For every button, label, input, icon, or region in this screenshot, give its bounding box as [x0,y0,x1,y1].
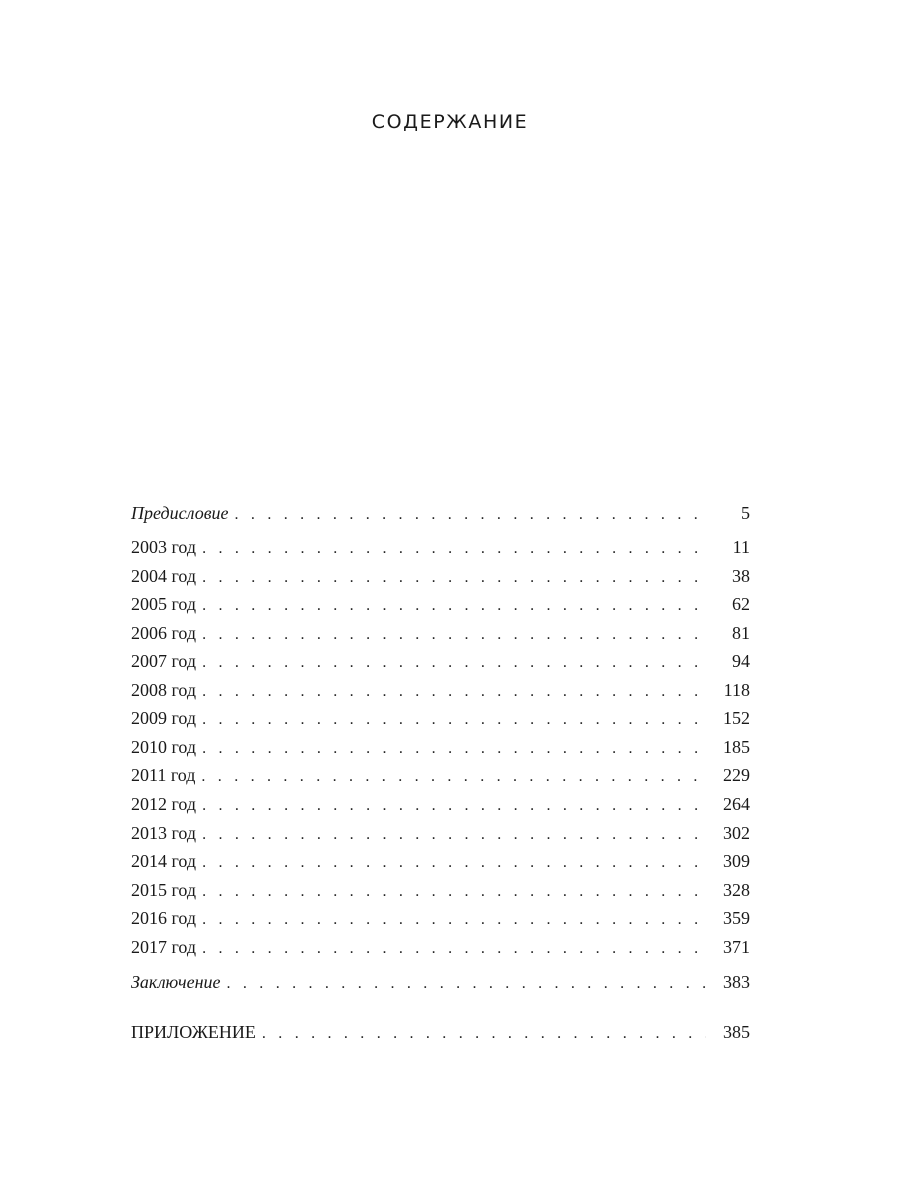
page-title: СОДЕРЖАНИЕ [371,111,529,133]
toc-entry-title: 2010 год [131,737,197,757]
toc-entry-page: 359 [723,908,750,928]
toc-entry-title: 2009 год [131,708,197,728]
toc-entry-page: 152 [723,708,750,728]
toc-entry-title: 2015 год [131,880,197,900]
toc-entry[interactable] [131,594,750,618]
toc-entry-title: 2007 год [131,651,197,671]
toc-entry-title: 2005 год [131,594,197,614]
dot-leader [202,740,706,758]
toc-entry[interactable] [131,708,750,732]
toc-entry-title: Заключение [131,972,221,992]
toc-entry-title: 2004 год [131,566,197,586]
toc-entry[interactable] [131,908,750,932]
toc-entry[interactable] [131,1022,750,1046]
dot-leader [262,1025,706,1043]
toc-entry-page: 5 [741,503,750,523]
toc-entry[interactable] [131,823,750,847]
toc-entry-page: 328 [723,880,750,900]
toc-entry-page: 62 [732,594,750,614]
toc-entry-page: 371 [723,937,750,957]
toc-entry-title: 2013 год [131,823,197,843]
toc-entry-page: 264 [723,794,750,814]
dot-leader [202,626,706,644]
toc-entry[interactable] [131,537,750,561]
dot-leader [202,911,706,929]
dot-leader [202,540,706,558]
dot-leader [235,506,706,524]
toc-entry[interactable] [131,851,750,875]
toc-entry[interactable] [131,651,750,675]
dot-leader [202,654,706,672]
toc-entry[interactable] [131,680,750,704]
toc-entry-title: Предисловие [131,503,229,523]
toc-entry-title: 2014 год [131,851,197,871]
toc-entry[interactable] [131,737,750,761]
toc-entry-title: 2016 год [131,908,197,928]
toc-entry-page: 185 [723,737,750,757]
toc-entry-page: 383 [723,972,750,992]
toc-entry-title: 2012 год [131,794,197,814]
toc-entry-title: 2003 год [131,537,197,557]
toc-entry-title: 2011 год [131,765,196,785]
toc-entry-page: 229 [723,765,750,785]
dot-leader [227,975,707,993]
dot-leader [202,797,706,815]
toc-entry-page: 118 [723,680,750,700]
toc-entry[interactable] [131,880,750,904]
dot-leader [202,569,706,587]
toc-entry-title: 2008 год [131,680,197,700]
dot-leader [202,711,706,729]
dot-leader [202,683,706,701]
toc-entry[interactable] [131,623,750,647]
dot-leader [201,768,706,786]
toc-entry-page: 38 [732,566,750,586]
dot-leader [202,826,706,844]
toc-entry[interactable] [131,794,750,818]
toc-entry-page: 309 [723,851,750,871]
toc-entry-page: 385 [723,1022,750,1042]
toc-entry[interactable] [131,972,750,996]
toc-entry[interactable] [131,503,750,527]
toc-entry-page: 94 [732,651,750,671]
toc-entry-title: ПРИЛОЖЕНИЕ [131,1022,256,1042]
toc-entry[interactable] [131,765,750,789]
toc-entry-page: 11 [732,537,750,557]
toc-entry[interactable] [131,566,750,590]
toc-entry-title: 2006 год [131,623,197,643]
toc-entry-page: 302 [723,823,750,843]
dot-leader [202,883,706,901]
toc-entry-page: 81 [732,623,750,643]
toc-entry-title: 2017 год [131,937,197,957]
dot-leader [202,940,706,958]
dot-leader [202,854,706,872]
dot-leader [202,597,706,615]
toc-entry[interactable] [131,937,750,961]
